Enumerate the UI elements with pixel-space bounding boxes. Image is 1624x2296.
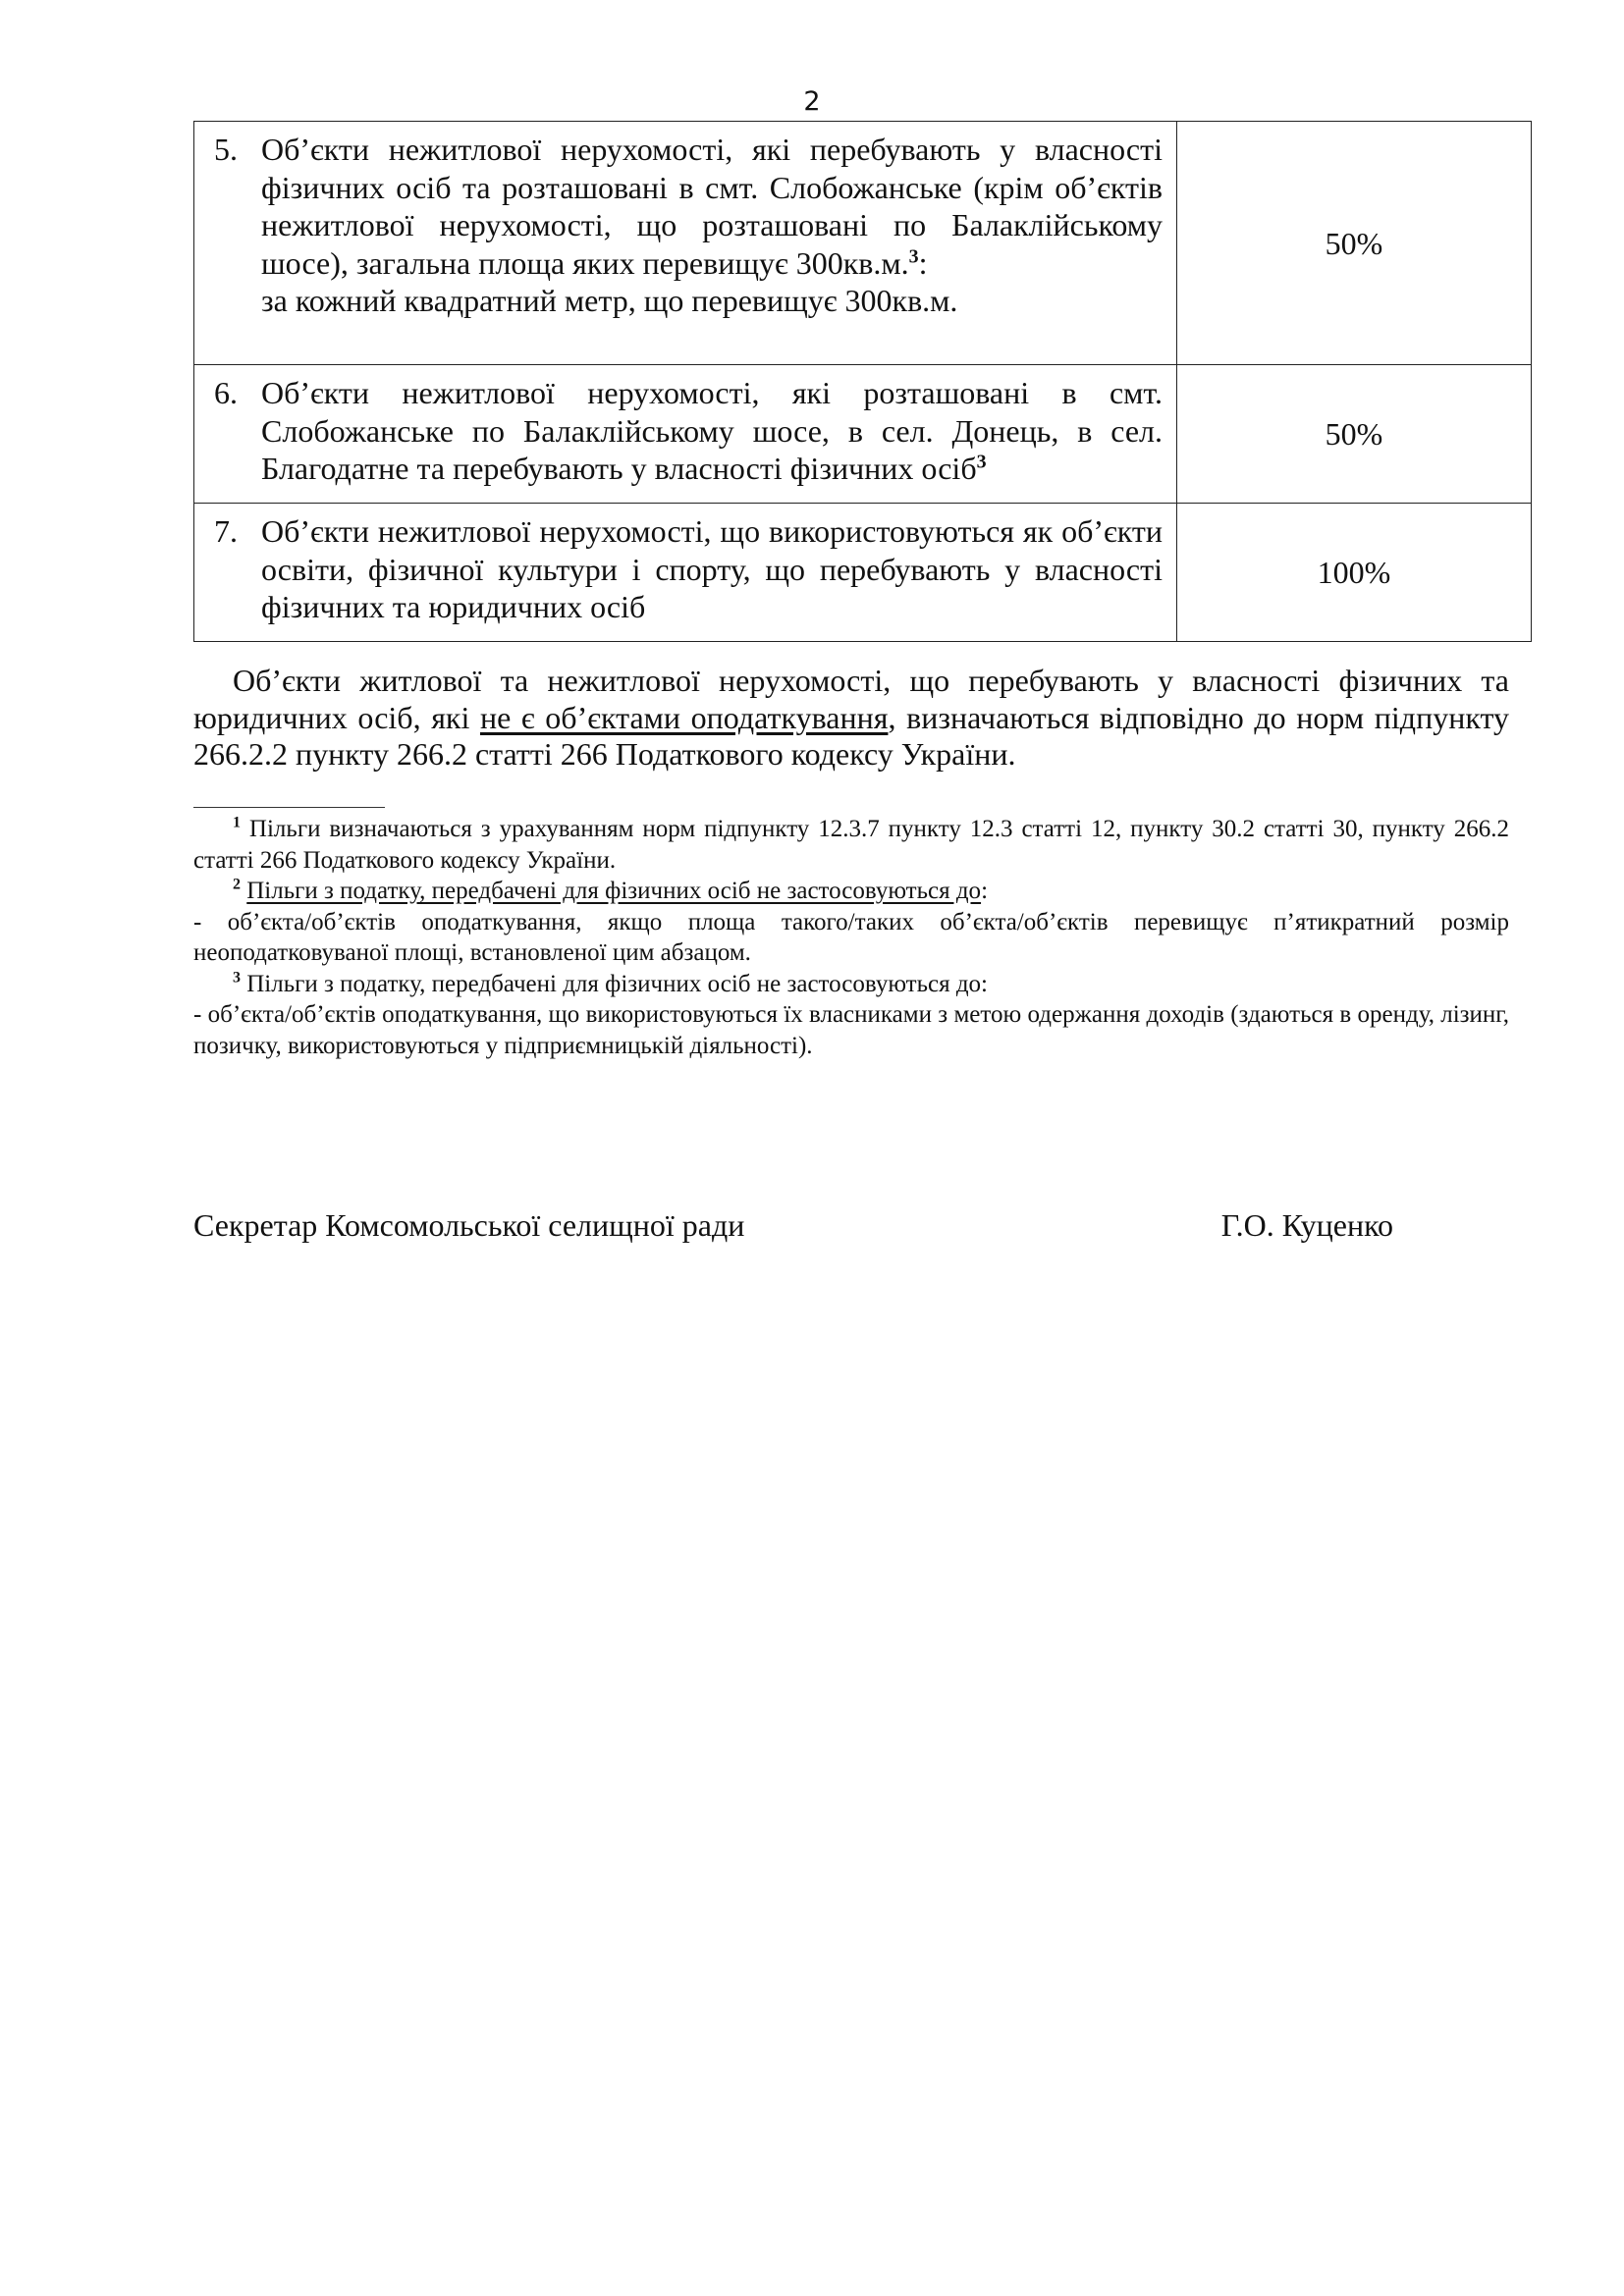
object-description: Об’єкти нежитлової нерухомості, які перебувають у власності фізичних осіб та розташовані в смт. Слобожанське (крім об’єктів нежитлової нерухомості, що розташовані по Балаклійському шосе), загальна площа яких перевищує 300кв.м. [261,132,1163,281]
object-description-cell [194,365,1177,504]
page-number: 2 [803,86,821,117]
footnote-suffix: : [981,878,989,904]
footnote-mark: 3 [233,969,241,987]
footnote-text: Пільги визначаються з урахуванням норм підпункту 12.3.7 пункту 12.3 статті 12, пункту 30.2 статті 30, пункту 266.2 статті 266 Податкового кодексу України. [193,816,1509,874]
note-text: Об’єкти житлової та нежитлової нерухомості, що перебувають у власності фізичних та юридичних осіб, які [193,663,1509,735]
footnotes [193,814,1509,1061]
object-description-cell [194,122,1177,365]
object-description: Об’єкти нежитлової нерухомості, які розташовані в смт. Слобожанське по Балаклійському шосе, в сел. Донець, в сел. Благодатне та перебувають у власності фізичних осіб [261,375,1163,486]
signature-block [193,1206,1393,1244]
table-row [194,122,1532,365]
non-taxable-objects-note [193,663,1509,774]
object-description: Об’єкти нежитлової нерухомості, що використовуються як об’єкти освіти, фізичної культури і спорту, що перебувають у власності фізичних та юридичних осіб [261,513,1163,624]
footnote-3 [193,969,1509,1000]
footnote-1 [193,814,1509,876]
footnote-underlined-text: Пільги з податку, передбачені для фізичних осіб не застосовуються до [246,878,982,904]
item-number: 6. [214,375,238,410]
item-number: 7. [214,513,238,549]
tax-benefits-table [193,121,1532,642]
object-description-cell [194,504,1177,642]
item-number: 5. [214,132,238,167]
benefit-rate: 50% [1177,122,1532,365]
signatory-position: Секретар Комсомольської селищної ради [193,1207,745,1243]
footnote-reference: 3 [908,244,919,267]
description-suffix: : [918,244,928,281]
footnote-reference: 3 [976,451,987,473]
footnote-mark: 1 [233,814,241,831]
note-underlined-text: не є об’єктами оподаткування [479,699,889,735]
benefit-rate: 50% [1177,365,1532,504]
footnote-3-detail: - об’єкта/об’єктів оподаткування, що використовуються їх власниками з метою одержання доходів (здаються в оренду, лізинг, позичку, використовуються у підприємницькій діяльності). [193,1001,1509,1059]
footnote-2-detail: - об’єкта/об’єктів оподаткування, якщо площа такого/таких об’єкта/об’єктів перевищує п’ятикратний розмір неоподатковуваної площі, встановленої цим абзацом. [193,908,1509,966]
table-row [194,365,1532,504]
object-description-extra: за кожний квадратний метр, що перевищує 300кв.м. [261,283,958,318]
benefit-rate: 100% [1177,504,1532,642]
footnote-text: Пільги з податку, передбачені для фізичних осіб не застосовуються до: [241,970,988,997]
footnote-2 [193,876,1509,907]
footnote-divider [193,807,385,808]
table-row [194,504,1532,642]
signatory-name: Г.О. Куценко [1220,1207,1393,1243]
footnote-mark: 2 [233,876,241,893]
note-text-end: , визначаються відповідно до норм підпункту 266.2.2 пункту 266.2 статті 266 Податкового кодексу України. [193,699,1510,772]
